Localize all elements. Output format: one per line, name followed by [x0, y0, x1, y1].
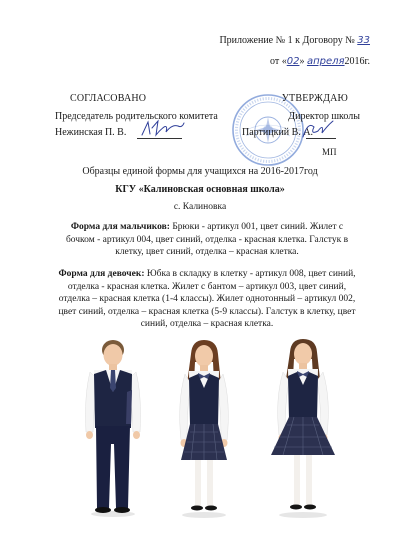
girls-uniform-label: Форма для девочек:	[58, 269, 145, 279]
boys-uniform-text: Брюки - артикул 001, цвет синий. Жилет с бочком - артикул 004, цвет синий, отделка - красная клетка. Галстук в клетку, цвет синий, отделка – красная клетка.	[65, 222, 349, 258]
appendix-text: Приложение № 1 к Договору №	[219, 35, 355, 46]
director-title: Директор школы	[288, 111, 360, 122]
contract-number: 33	[357, 35, 370, 46]
girls-uniform-text: Юбка в складку в клетку - артикул 008, цвет синий, отделка - красная клетка. Жилет с бантом – артикул 003, цвет синий, отделка – красная клетка (1-4 классы). Жилет однотонный – артикул 002, цвет синий, отделка – красная клетка (5-9 классы). Галстук в клетку, цвет синий, отделка – красная клетка.	[58, 269, 356, 330]
committee-chair-name: Нежинская П. В.	[55, 127, 127, 138]
date-line	[0, 51, 370, 72]
director-name: Партицкий В. А.	[242, 127, 314, 138]
date-mid: »	[299, 56, 307, 67]
date-prefix: от «	[269, 56, 287, 67]
document-title: Образцы единой формы для учащихся на 2016-2017год	[82, 166, 318, 177]
date-year: 2016г.	[344, 56, 370, 67]
girls-uniform-paragraph	[58, 268, 356, 331]
stamp-place-abbrev: МП	[322, 147, 337, 157]
committee-chair-title: Председатель родительского комитета	[55, 111, 218, 122]
boys-uniform-label: Форма для мальчиков:	[70, 222, 170, 232]
confirm-label: УТВЕРЖДАЮ	[281, 93, 348, 104]
girl-uniform-photo-right	[261, 337, 345, 520]
director-signature	[300, 117, 336, 141]
chair-signature	[138, 118, 186, 140]
girl-uniform-photo-left	[165, 338, 243, 520]
location: с. Калиновка	[173, 202, 227, 212]
date-month: апреля	[306, 56, 345, 67]
appendix-block	[0, 30, 370, 72]
appendix-line	[0, 30, 370, 51]
boy-uniform-photo	[76, 336, 150, 520]
organization-name: КГУ «Калиновская основная школа»	[115, 184, 285, 195]
approved-label: СОГЛАСОВАНО	[70, 93, 147, 104]
boys-uniform-paragraph	[58, 221, 356, 259]
date-day: 02	[286, 56, 300, 67]
